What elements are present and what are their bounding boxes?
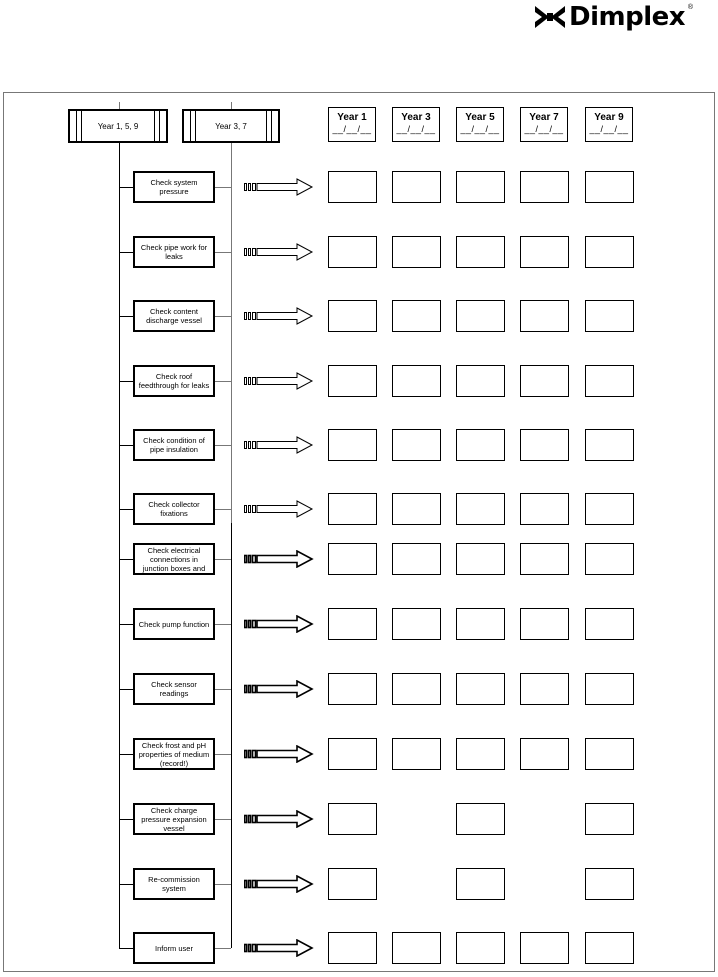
connector-line — [215, 316, 231, 317]
check-cell-year-3[interactable] — [392, 365, 441, 397]
connector-line — [215, 754, 231, 755]
task-box — [133, 236, 215, 268]
connector-line — [215, 884, 231, 885]
check-cell-year-5[interactable] — [456, 429, 505, 461]
task-label: Check electrical connections in junction boxes and — [142, 545, 206, 573]
task-label: Check collector fixations — [148, 500, 200, 518]
task-box — [133, 543, 215, 575]
check-cell-year-1[interactable] — [328, 365, 377, 397]
connector-line — [119, 754, 133, 755]
check-cell-year-7[interactable] — [520, 171, 569, 203]
task-label: Check pump function — [138, 619, 210, 629]
check-cell-year-3[interactable] — [392, 300, 441, 332]
arrow-right-icon — [244, 307, 314, 325]
task-label: Inform user — [155, 943, 193, 953]
header-divider — [190, 111, 196, 141]
check-cell-year-3[interactable] — [392, 493, 441, 525]
task-box — [133, 300, 215, 332]
connector-line — [119, 316, 133, 317]
task-box — [133, 803, 215, 835]
column-year-label: Year 3 — [401, 112, 431, 123]
check-cell-year-5[interactable] — [456, 171, 505, 203]
check-cell-year-3[interactable] — [392, 673, 441, 705]
column-year-label: Year 5 — [465, 112, 495, 123]
connector-line — [119, 509, 133, 510]
registered-mark: ® — [687, 4, 694, 11]
check-cell-year-3[interactable] — [392, 236, 441, 268]
check-cell-year-5[interactable] — [456, 236, 505, 268]
column-header-year-7 — [520, 107, 568, 142]
arrow-right-icon — [244, 243, 314, 261]
dimplex-logo — [533, 2, 694, 32]
check-cell-year-1[interactable] — [328, 673, 377, 705]
check-cell-year-5[interactable] — [456, 543, 505, 575]
check-cell-year-9[interactable] — [585, 543, 634, 575]
trunk-line-group-b-lower — [231, 523, 232, 948]
column-year-label: Year 1 — [337, 112, 367, 123]
column-year-label: Year 9 — [594, 112, 624, 123]
connector-line — [215, 187, 231, 188]
check-cell-year-5[interactable] — [456, 365, 505, 397]
task-box — [133, 932, 215, 964]
task-label: Check charge pressure expansion vessel — [141, 805, 207, 833]
task-box — [133, 673, 215, 705]
check-cell-year-5[interactable] — [456, 493, 505, 525]
check-cell-year-7[interactable] — [520, 300, 569, 332]
column-header-year-5 — [456, 107, 504, 142]
check-cell-year-3[interactable] — [392, 932, 441, 964]
check-cell-year-7[interactable] — [520, 543, 569, 575]
check-cell-year-5[interactable] — [456, 608, 505, 640]
arrow-right-icon — [244, 939, 314, 957]
check-cell-year-7[interactable] — [520, 608, 569, 640]
check-cell-year-9[interactable] — [585, 608, 634, 640]
trunk-line-group-b — [231, 143, 232, 541]
task-box — [133, 493, 215, 525]
connector-line — [119, 252, 133, 253]
arrow-right-icon — [244, 500, 314, 518]
task-label: Check system pressure — [150, 178, 198, 196]
check-cell-year-9[interactable] — [585, 868, 634, 900]
column-year-label: Year 7 — [529, 112, 559, 123]
check-cell-year-1[interactable] — [328, 493, 377, 525]
task-label: Check content discharge vessel — [146, 307, 202, 325]
check-cell-year-9[interactable] — [585, 429, 634, 461]
header-divider — [154, 111, 160, 141]
header-year-3-7 — [182, 109, 280, 143]
task-label: Re-commission system — [148, 875, 200, 893]
column-date-blank: __/__/__ — [460, 124, 500, 134]
task-label: Check condition of pipe insulation — [143, 436, 205, 454]
arrow-right-icon — [244, 810, 314, 828]
column-date-blank: __/__/__ — [396, 124, 436, 134]
task-box — [133, 868, 215, 900]
connector-line — [215, 381, 231, 382]
task-box — [133, 365, 215, 397]
check-cell-year-3[interactable] — [392, 608, 441, 640]
task-label: Check frost and pH properties of medium (record!) — [138, 740, 210, 768]
check-cell-year-7[interactable] — [520, 738, 569, 770]
trunk-line-group-a — [119, 143, 120, 948]
connector-line — [119, 187, 133, 188]
trunk-line-group-b-top — [231, 102, 232, 109]
task-box — [133, 171, 215, 203]
check-cell-year-5[interactable] — [456, 300, 505, 332]
connector-line — [215, 252, 231, 253]
check-cell-year-1[interactable] — [328, 543, 377, 575]
connector-line — [215, 559, 231, 560]
check-cell-year-3[interactable] — [392, 429, 441, 461]
check-cell-year-7[interactable] — [520, 236, 569, 268]
dimplex-emblem-icon — [533, 4, 567, 30]
column-header-year-1 — [328, 107, 376, 142]
connector-line — [215, 948, 231, 949]
connector-line — [119, 948, 133, 949]
maintenance-schedule-frame — [3, 92, 715, 972]
arrow-right-icon — [244, 680, 314, 698]
connector-line — [215, 819, 231, 820]
check-cell-year-9[interactable] — [585, 493, 634, 525]
connector-line — [119, 381, 133, 382]
check-cell-year-1[interactable] — [328, 429, 377, 461]
check-cell-year-1[interactable] — [328, 932, 377, 964]
column-date-blank: __/__/__ — [589, 124, 629, 134]
connector-line — [119, 559, 133, 560]
connector-line — [119, 624, 133, 625]
check-cell-year-9[interactable] — [585, 236, 634, 268]
header-year-1-5-9 — [68, 109, 168, 143]
check-cell-year-9[interactable] — [585, 803, 634, 835]
connector-line — [119, 819, 133, 820]
check-cell-year-5[interactable] — [456, 932, 505, 964]
connector-line — [215, 445, 231, 446]
arrow-right-icon — [244, 550, 314, 568]
check-cell-year-9[interactable] — [585, 738, 634, 770]
check-cell-year-5[interactable] — [456, 673, 505, 705]
check-cell-year-1[interactable] — [328, 236, 377, 268]
task-label: Check pipe work for leaks — [140, 243, 208, 261]
task-box — [133, 429, 215, 461]
connector-line — [215, 624, 231, 625]
check-cell-year-7[interactable] — [520, 365, 569, 397]
check-cell-year-3[interactable] — [392, 171, 441, 203]
check-cell-year-1[interactable] — [328, 608, 377, 640]
column-date-blank: __/__/__ — [524, 124, 564, 134]
column-date-blank: __/__/__ — [332, 124, 372, 134]
check-cell-year-5[interactable] — [456, 803, 505, 835]
connector-line — [215, 689, 231, 690]
header-label: Year 3, 7 — [215, 121, 247, 131]
task-box — [133, 738, 215, 770]
check-cell-year-1[interactable] — [328, 300, 377, 332]
brand-name: Dimplex — [569, 2, 686, 32]
check-cell-year-9[interactable] — [585, 171, 634, 203]
trunk-line-group-a-top — [119, 102, 120, 109]
arrow-right-icon — [244, 436, 314, 454]
check-cell-year-1[interactable] — [328, 738, 377, 770]
check-cell-year-3[interactable] — [392, 738, 441, 770]
task-box — [133, 608, 215, 640]
check-cell-year-7[interactable] — [520, 429, 569, 461]
connector-line — [215, 509, 231, 510]
check-cell-year-5[interactable] — [456, 738, 505, 770]
header-divider — [266, 111, 272, 141]
check-cell-year-1[interactable] — [328, 171, 377, 203]
header-label: Year 1, 5, 9 — [97, 121, 139, 131]
task-label: Check roof feedthrough for leaks — [138, 372, 210, 390]
arrow-right-icon — [244, 875, 314, 893]
check-cell-year-9[interactable] — [585, 365, 634, 397]
check-cell-year-1[interactable] — [328, 803, 377, 835]
header-divider — [76, 111, 82, 141]
check-cell-year-7[interactable] — [520, 673, 569, 705]
check-cell-year-5[interactable] — [456, 868, 505, 900]
task-label: Check sensor readings — [151, 680, 197, 698]
connector-line — [119, 445, 133, 446]
arrow-right-icon — [244, 178, 314, 196]
check-cell-year-7[interactable] — [520, 932, 569, 964]
check-cell-year-3[interactable] — [392, 543, 441, 575]
arrow-right-icon — [244, 372, 314, 390]
connector-line — [119, 689, 133, 690]
check-cell-year-7[interactable] — [520, 493, 569, 525]
check-cell-year-9[interactable] — [585, 932, 634, 964]
arrow-right-icon — [244, 745, 314, 763]
check-cell-year-9[interactable] — [585, 673, 634, 705]
column-header-year-3 — [392, 107, 440, 142]
check-cell-year-1[interactable] — [328, 868, 377, 900]
column-header-year-9 — [585, 107, 633, 142]
connector-line — [119, 884, 133, 885]
check-cell-year-9[interactable] — [585, 300, 634, 332]
arrow-right-icon — [244, 615, 314, 633]
